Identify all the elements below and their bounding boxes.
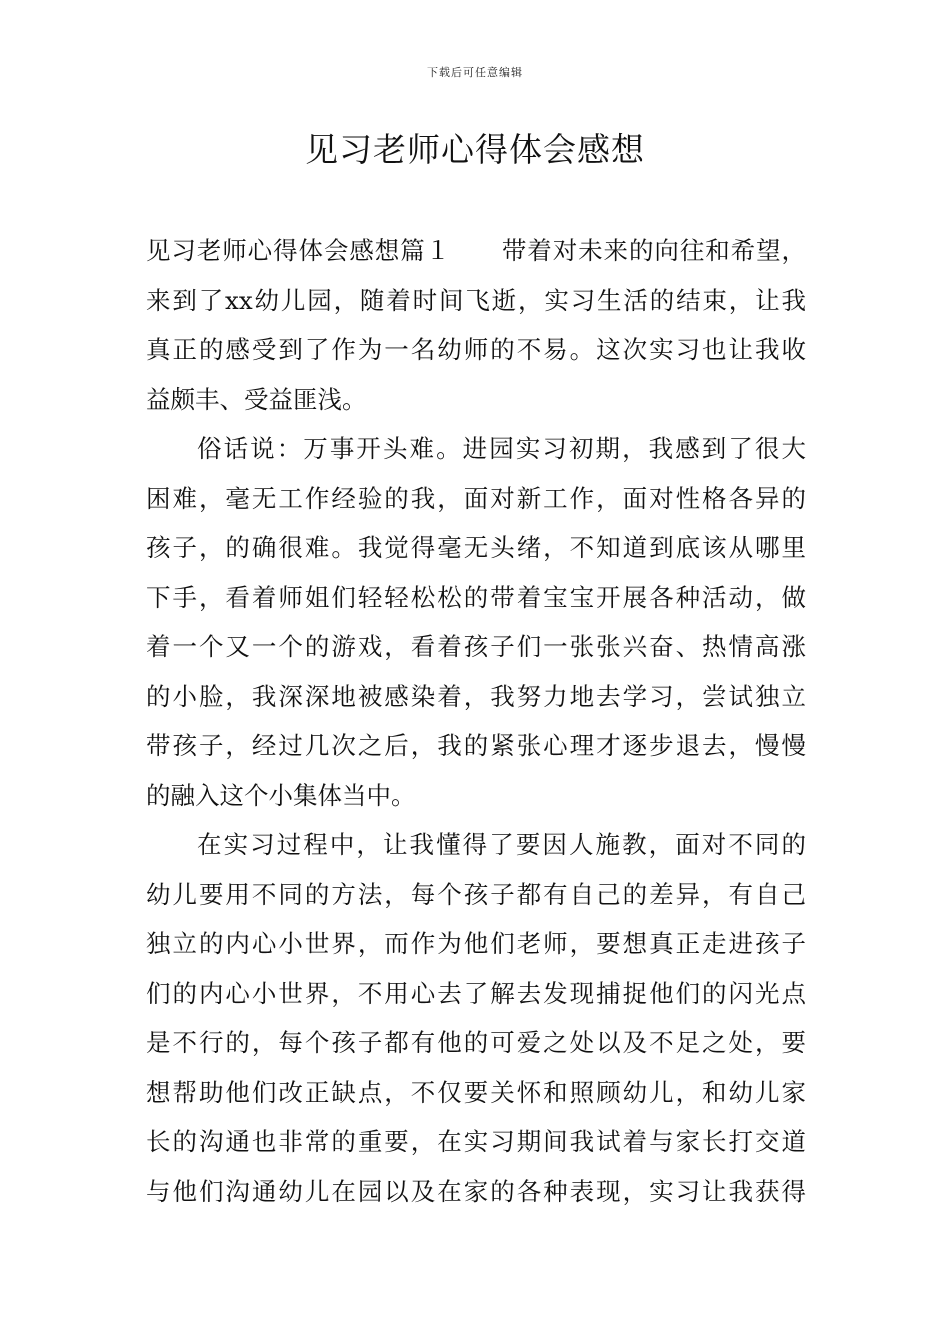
document-body bbox=[146, 229, 806, 1219]
paragraph-3-line-3: 独立的内心小世界，而作为他们老师，要想真正走进孩子 bbox=[146, 929, 806, 958]
paragraph-1-line-4: 益颇丰、受益匪浅。 bbox=[146, 384, 367, 414]
paragraph-1-line-3: 真正的感受到了作为一名幼师的不易。这次实习也让我收 bbox=[146, 335, 806, 364]
header-note: 下载后可任意编辑 bbox=[427, 66, 523, 79]
paragraph-3-line-6: 想帮助他们改正缺点，不仅要关怀和照顾幼儿，和幼儿家 bbox=[146, 1077, 806, 1107]
paragraph-3-line-5: 是不行的，每个孩子都有他的可爱之处以及不足之处，要 bbox=[146, 1028, 806, 1057]
paragraph-2-line-4: 下手，看着师姐们轻轻松松的带着宝宝开展各种活动，做 bbox=[146, 582, 806, 612]
paragraph-3-line-8: 与他们沟通幼儿在园以及在家的各种表现，实习让我获得 bbox=[146, 1176, 806, 1206]
paragraph-3-line-4: 们的内心小世界，不用心去了解去发现捕捉他们的闪光点 bbox=[146, 978, 806, 1008]
paragraph-2-line-3: 孩子，的确很难。我觉得毫无头绪，不知道到底该从哪里 bbox=[146, 533, 806, 562]
paragraph-3-line-7: 长的沟通也非常的重要，在实习期间我试着与家长打交道 bbox=[146, 1127, 806, 1156]
paragraph-2-line-8: 的融入这个小集体当中。 bbox=[146, 780, 416, 810]
paragraph-1-line-1: 见习老师心得体会感想篇１ 带着对未来的向往和希望， bbox=[146, 236, 806, 265]
paragraph-2-line-1: 俗话说：万事开头难。进园实习初期，我感到了很大 bbox=[197, 434, 806, 463]
document-title: 见习老师心得体会感想 bbox=[305, 130, 645, 169]
paragraph-2-line-5: 着一个又一个的游戏，看着孩子们一张张兴奋、热情高涨 bbox=[146, 632, 806, 661]
paragraph-2-line-2: 困难，毫无工作经验的我，面对新工作，面对性格各异的 bbox=[146, 483, 806, 513]
paragraph-1-line-2: 来到了xx幼儿园，随着时间飞逝，实习生活的结束，让我 bbox=[146, 285, 806, 315]
paragraph-3-line-1: 在实习过程中，让我懂得了要因人施教，面对不同的 bbox=[197, 830, 806, 859]
paragraph-2-line-6: 的小脸，我深深地被感染着，我努力地去学习，尝试独立 bbox=[146, 681, 806, 711]
paragraph-3-line-2: 幼儿要用不同的方法，每个孩子都有自己的差异，有自己 bbox=[146, 879, 806, 909]
paragraph-2-line-7: 带孩子，经过几次之后，我的紧张心理才逐步退去，慢慢 bbox=[146, 731, 806, 760]
